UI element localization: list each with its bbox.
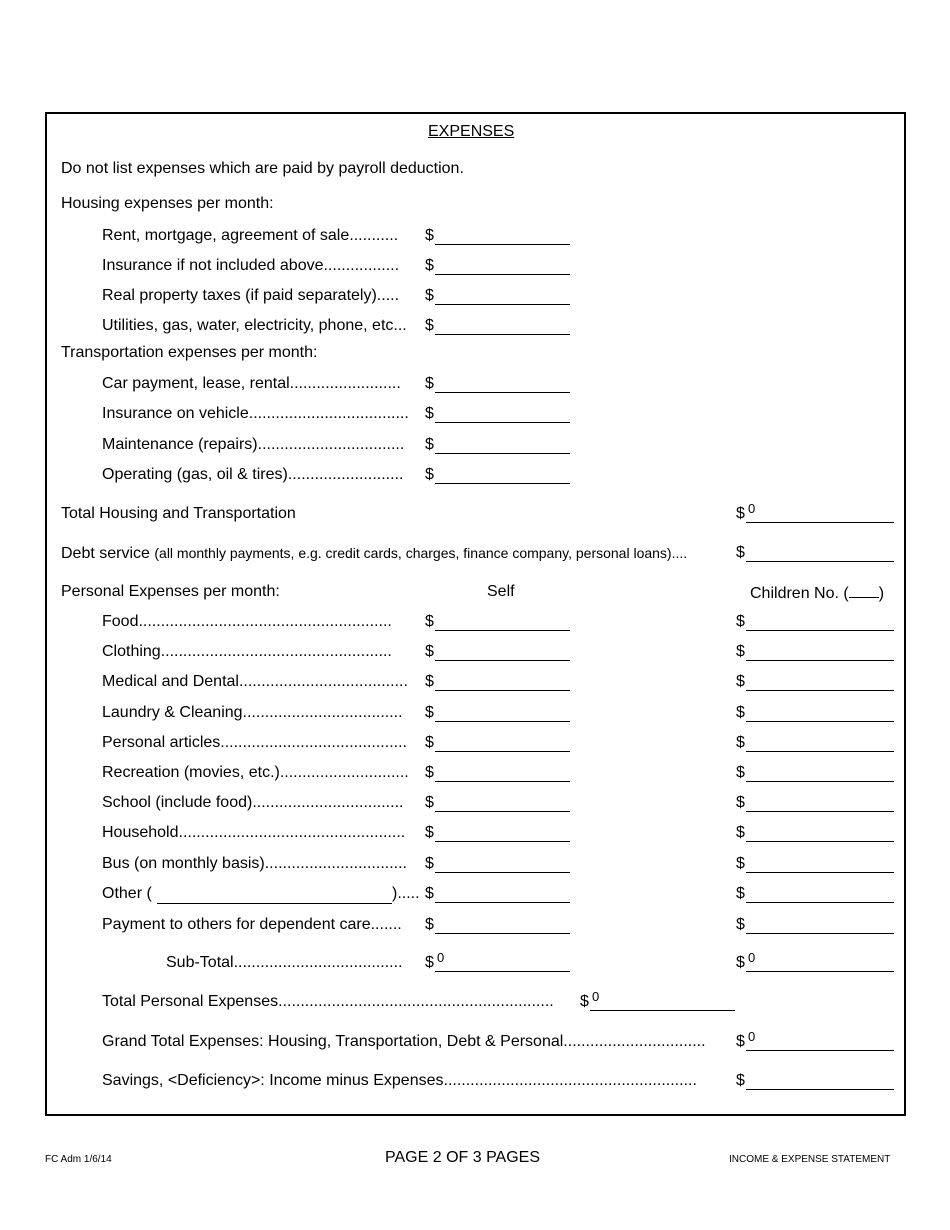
personal-item-label: Personal articles..........................................	[102, 734, 407, 751]
personal-item-self-field[interactable]	[425, 824, 570, 844]
dollar-sign: $	[425, 916, 434, 933]
personal-heading: Personal Expenses per month:	[61, 583, 280, 600]
dependent-care-label: Payment to others for dependent care.......	[102, 916, 402, 933]
dollar-sign: $	[736, 673, 745, 690]
dollar-sign: $	[425, 824, 434, 841]
total-housing-label: Total Housing and Transportation	[61, 505, 296, 522]
personal-item-self-field[interactable]	[425, 704, 570, 724]
form-title: EXPENSES	[428, 123, 515, 140]
personal-item-children-field[interactable]	[736, 704, 894, 724]
dollar-sign: $	[736, 1072, 745, 1089]
dollar-sign: $	[425, 227, 434, 244]
total-housing-value: 0	[748, 501, 756, 516]
footer-statement-name: INCOME & EXPENSE STATEMENT	[729, 1154, 891, 1165]
personal-item-self-field[interactable]	[425, 613, 570, 633]
subtotal-self-field[interactable]	[425, 950, 570, 974]
dollar-sign: $	[580, 993, 589, 1010]
personal-item-label: Laundry & Cleaning....................................	[102, 704, 403, 721]
housing-rent-label: Rent, mortgage, agreement of sale...........	[102, 227, 399, 244]
operating-field[interactable]	[425, 466, 570, 486]
personal-item-children-field[interactable]	[736, 613, 894, 633]
dollar-sign: $	[736, 954, 745, 971]
children-suffix: )	[878, 585, 885, 602]
dollar-sign: $	[736, 704, 745, 721]
personal-item-children-field[interactable]	[736, 855, 894, 875]
personal-item-label: Household...................................................	[102, 824, 406, 841]
transportation-heading: Transportation expenses per month:	[61, 344, 318, 361]
personal-item-label: Clothing....................................................	[102, 643, 392, 660]
debt-service-field[interactable]	[736, 544, 894, 564]
dollar-sign: $	[425, 317, 434, 334]
total-personal-value: 0	[592, 989, 600, 1004]
footer-page-number: PAGE 2 OF 3 PAGES	[385, 1149, 541, 1166]
dollar-sign: $	[736, 643, 745, 660]
dollar-sign: $	[425, 954, 434, 971]
children-count-field[interactable]	[849, 583, 879, 598]
dollar-sign: $	[425, 764, 434, 781]
dependent-care-self-field[interactable]	[425, 916, 570, 936]
subtotal-self-value: 0	[437, 950, 445, 965]
operating-label: Operating (gas, oil & tires)..........................	[102, 466, 404, 483]
total-housing-field[interactable]	[736, 501, 894, 525]
dollar-sign: $	[736, 613, 745, 630]
personal-item-label: Medical and Dental......................................	[102, 673, 408, 690]
dollar-sign: $	[736, 824, 745, 841]
personal-item-children-field[interactable]	[736, 734, 894, 754]
housing-utilities-field[interactable]	[425, 317, 570, 337]
debt-service-note: (all monthly payments, e.g. credit cards, charges, finance company, personal loans)....	[154, 545, 688, 561]
dollar-sign: $	[425, 287, 434, 304]
dollar-sign: $	[425, 613, 434, 630]
dollar-sign: $	[736, 544, 745, 561]
dollar-sign: $	[425, 704, 434, 721]
housing-heading: Housing expenses per month:	[61, 195, 274, 212]
dollar-sign: $	[736, 916, 745, 933]
dollar-sign: $	[425, 734, 434, 751]
dollar-sign: $	[736, 855, 745, 872]
savings-field[interactable]	[736, 1072, 894, 1092]
personal-item-self-field[interactable]	[425, 643, 570, 663]
dollar-sign: $	[425, 673, 434, 690]
grand-total-label: Grand Total Expenses: Housing, Transportation, Debt & Personal................................	[102, 1033, 706, 1050]
vehicle-insurance-label: Insurance on vehicle....................................	[102, 405, 409, 422]
dollar-sign: $	[736, 505, 745, 522]
debt-service-title: Debt service	[61, 545, 150, 562]
maintenance-label: Maintenance (repairs).................................	[102, 436, 405, 453]
other-children-field[interactable]	[736, 885, 894, 905]
instruction-text: Do not list expenses which are paid by payroll deduction.	[61, 160, 464, 177]
personal-item-children-field[interactable]	[736, 643, 894, 663]
personal-item-label: Bus (on monthly basis)................................	[102, 855, 407, 872]
housing-taxes-field[interactable]	[425, 287, 570, 307]
savings-label: Savings, <Deficiency>: Income minus Expenses.........................................................	[102, 1072, 697, 1089]
personal-item-self-field[interactable]	[425, 764, 570, 784]
dollar-sign: $	[425, 257, 434, 274]
dollar-sign: $	[425, 466, 434, 483]
dollar-sign: $	[425, 794, 434, 811]
dollar-sign: $	[425, 855, 434, 872]
other-self-field[interactable]	[425, 885, 570, 905]
debt-service-label	[61, 544, 687, 563]
dollar-sign: $	[425, 436, 434, 453]
personal-item-children-field[interactable]	[736, 794, 894, 814]
personal-item-children-field[interactable]	[736, 824, 894, 844]
dollar-sign: $	[425, 643, 434, 660]
footer-form-code: FC Adm 1/6/14	[45, 1154, 112, 1165]
dollar-sign: $	[425, 375, 434, 392]
dollar-sign: $	[425, 885, 434, 902]
subtotal-children-value: 0	[748, 950, 756, 965]
personal-item-children-field[interactable]	[736, 673, 894, 693]
personal-item-self-field[interactable]	[425, 734, 570, 754]
personal-item-label: School (include food)..................................	[102, 794, 404, 811]
grand-total-value: 0	[748, 1029, 756, 1044]
housing-utilities-label: Utilities, gas, water, electricity, phone, etc...	[102, 317, 407, 334]
personal-item-label: Food.........................................................	[102, 613, 392, 630]
dollar-sign: $	[425, 405, 434, 422]
maintenance-field[interactable]	[425, 436, 570, 456]
children-label: Children No. (	[750, 585, 849, 602]
dollar-sign: $	[736, 794, 745, 811]
total-personal-label: Total Personal Expenses..............................................................	[102, 993, 554, 1010]
other-suffix: ).....	[392, 885, 420, 902]
housing-rent-field[interactable]	[425, 227, 570, 247]
housing-insurance-field[interactable]	[425, 257, 570, 277]
personal-item-self-field[interactable]	[425, 794, 570, 814]
other-prefix: Other (	[102, 885, 152, 902]
column-self: Self	[487, 583, 515, 600]
dollar-sign: $	[736, 734, 745, 751]
other-description-field[interactable]	[157, 883, 392, 904]
car-payment-field[interactable]	[425, 375, 570, 395]
personal-item-self-field[interactable]	[425, 855, 570, 875]
personal-item-self-field[interactable]	[425, 673, 570, 693]
dollar-sign: $	[736, 1033, 745, 1050]
car-payment-label: Car payment, lease, rental.........................	[102, 375, 401, 392]
personal-item-children-field[interactable]	[736, 764, 894, 784]
subtotal-children-field[interactable]	[736, 950, 894, 974]
subtotal-label: Sub-Total......................................	[166, 954, 403, 971]
dollar-sign: $	[736, 764, 745, 781]
vehicle-insurance-field[interactable]	[425, 405, 570, 425]
housing-taxes-label: Real property taxes (if paid separately).....	[102, 287, 400, 304]
dependent-care-children-field[interactable]	[736, 916, 894, 936]
dollar-sign: $	[736, 885, 745, 902]
total-personal-field[interactable]	[580, 989, 735, 1013]
column-children	[750, 583, 884, 603]
grand-total-field[interactable]	[736, 1029, 894, 1053]
housing-insurance-label: Insurance if not included above.................	[102, 257, 400, 274]
personal-item-label: Recreation (movies, etc.).............................	[102, 764, 409, 781]
